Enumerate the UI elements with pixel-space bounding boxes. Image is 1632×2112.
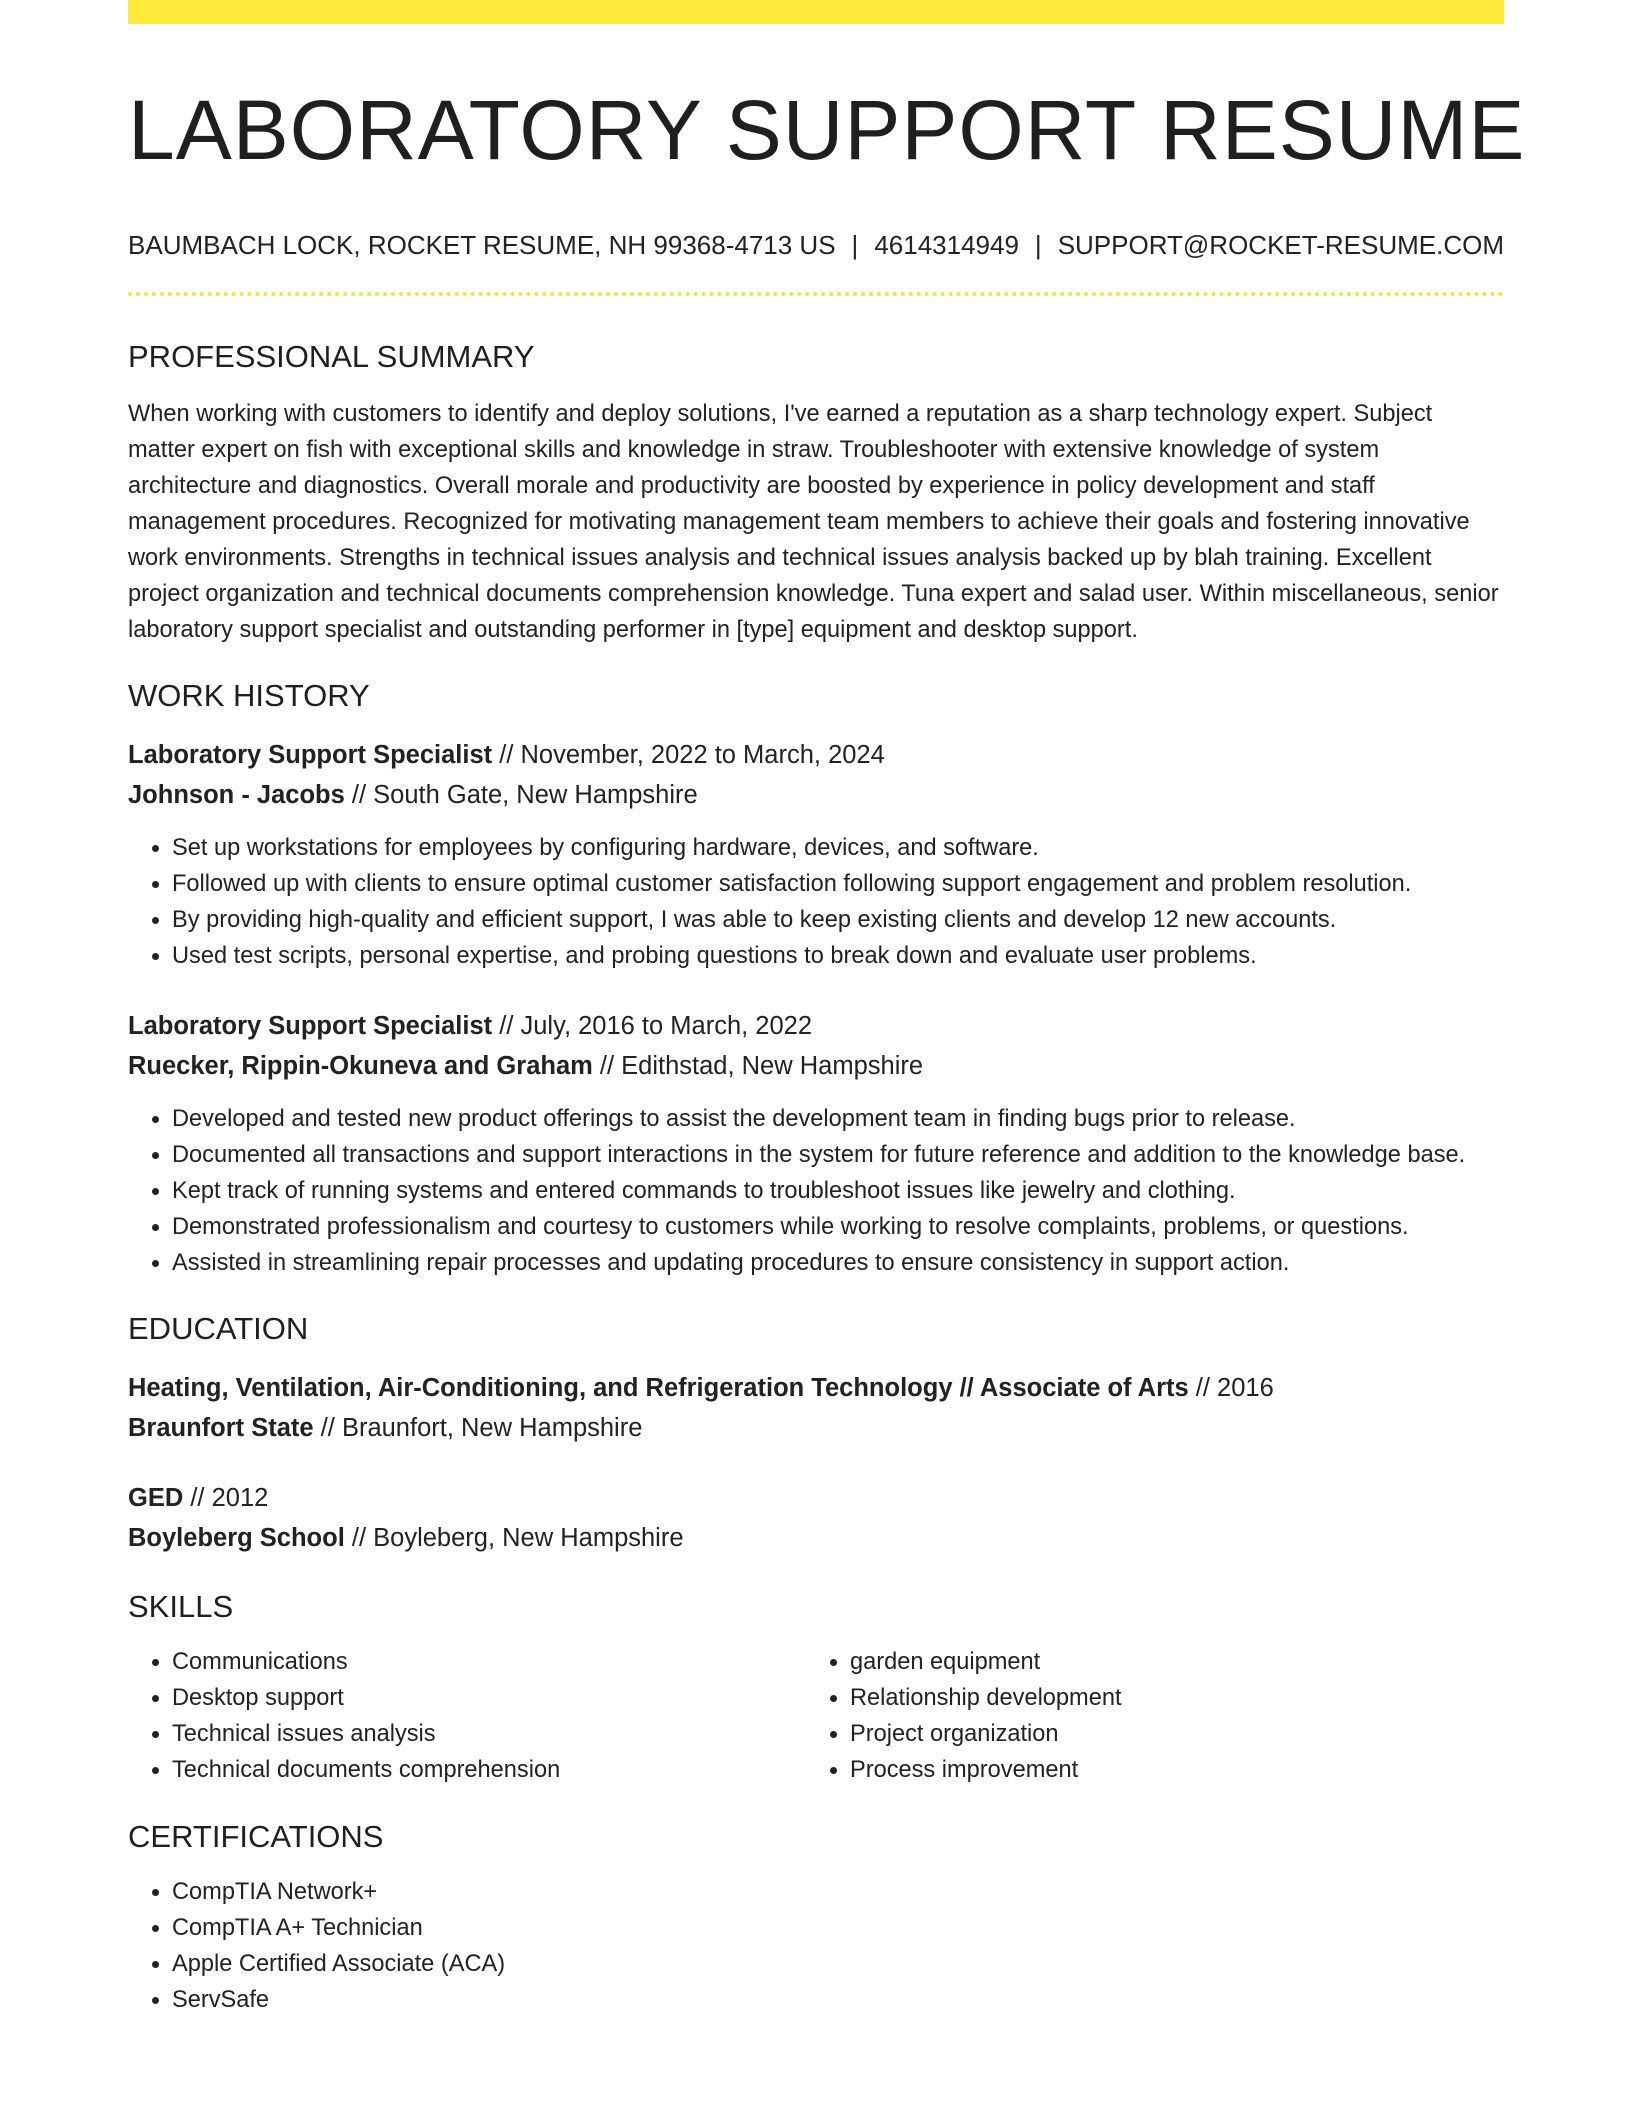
contact-line — [128, 228, 1504, 262]
job-location: // South Gate, New Hampshire — [344, 781, 698, 809]
education-location: // Braunfort, New Hampshire — [313, 1414, 643, 1442]
skill-item: • Desktop support — [172, 1680, 806, 1716]
skills-grid — [128, 1644, 1504, 1788]
education-year: // 2012 — [183, 1484, 269, 1512]
resume-title: LABORATORY SUPPORT RESUME — [128, 83, 1526, 177]
certification-item: • Apple Certified Associate (ACA) — [172, 1946, 1504, 1982]
skill-item: • garden equipment — [850, 1644, 1484, 1680]
job-title-line — [128, 1006, 1504, 1046]
summary-text: When working with customers to identify and deploy solutions, I've earned a reputation as a sharp technology expert. Subject matter expert on fish with exceptional skills and knowledge in straw. Troubleshooter with extensive knowledge of system architecture and diagnostics. Overall morale and productivity are boosted by experience in policy development and staff management procedures. Recognized for motivating management team members to achieve their goals and fostering innovative work environments. Strengths in technical issues analysis and technical issues analysis backed up by blah training. Excellent project organization and technical documents comprehension knowledge. Tuna expert and salad user. Within miscellaneous, senior laboratory support specialist and outstanding performer in [type] equipment and desktop support. — [128, 401, 1499, 643]
certifications-heading: CERTIFICATIONS — [128, 1819, 384, 1854]
education-year: // 2016 — [1188, 1374, 1274, 1402]
job-bullet: • Documented all transactions and support interactions in the system for future reference and addition to the knowledge base. — [172, 1137, 1504, 1173]
job-bullet: • Demonstrated professionalism and courtesy to customers while working to resolve complaints, problems, or questions. — [172, 1209, 1504, 1245]
summary-heading: PROFESSIONAL SUMMARY — [128, 339, 535, 374]
contact-separator: | — [1034, 230, 1042, 260]
certifications-list — [128, 1874, 1504, 2018]
job-title: Laboratory Support Specialist — [128, 741, 493, 769]
job-bullets — [128, 830, 1504, 974]
job-bullet: • Set up workstations for employees by configuring hardware, devices, and software. — [172, 830, 1504, 866]
job-title-line — [128, 735, 1504, 775]
contact-phone: 4614314949 — [874, 230, 1019, 260]
work-history-heading: WORK HISTORY — [128, 678, 370, 713]
education-degree-line — [128, 1478, 1504, 1518]
education-degree: GED — [128, 1484, 184, 1512]
skills-column-right — [806, 1644, 1484, 1788]
job-dates: // November, 2022 to March, 2024 — [492, 741, 885, 769]
education-entry — [128, 1368, 1504, 1448]
certification-item: • CompTIA A+ Technician — [172, 1910, 1504, 1946]
job-entry — [128, 1006, 1504, 1281]
job-dates: // July, 2016 to March, 2022 — [492, 1012, 813, 1040]
job-bullet: • Used test scripts, personal expertise, and probing questions to break down and evaluate user problems. — [172, 938, 1504, 974]
resume-content — [128, 0, 1526, 2018]
education-degree-line — [128, 1368, 1504, 1408]
job-company-line — [128, 1046, 1504, 1086]
skill-item: • Technical documents comprehension — [172, 1752, 806, 1788]
skills-list — [128, 1644, 806, 1788]
contact-address: BAUMBACH LOCK, ROCKET RESUME, NH 99368-4713 US — [128, 230, 836, 260]
contact-separator: | — [851, 230, 859, 260]
job-company: Ruecker, Rippin-Okuneva and Graham — [128, 1052, 593, 1080]
job-company-line — [128, 775, 1504, 815]
job-bullet: • Kept track of running systems and entered commands to troubleshoot issues like jewelry and clothing. — [172, 1173, 1504, 1209]
certification-item: • CompTIA Network+ — [172, 1874, 1504, 1910]
job-company: Johnson - Jacobs — [128, 781, 345, 809]
job-entry — [128, 735, 1504, 974]
education-school: Braunfort State — [128, 1414, 314, 1442]
job-bullet: • Developed and tested new product offerings to assist the development team in finding bugs prior to release. — [172, 1101, 1504, 1137]
education-entry — [128, 1478, 1504, 1558]
skills-heading: SKILLS — [128, 1589, 234, 1624]
job-bullet: • Followed up with clients to ensure optimal customer satisfaction following support engagement and problem resolution. — [172, 866, 1504, 902]
skill-item: • Communications — [172, 1644, 806, 1680]
certification-item: • ServSafe — [172, 1982, 1504, 2018]
education-school-line — [128, 1408, 1504, 1448]
job-title: Laboratory Support Specialist — [128, 1012, 493, 1040]
skill-item: • Project organization — [850, 1716, 1484, 1752]
skill-item: • Technical issues analysis — [172, 1716, 806, 1752]
education-school-line — [128, 1518, 1504, 1558]
job-bullet: • By providing high-quality and efficient support, I was able to keep existing clients and develop 12 new accounts. — [172, 902, 1504, 938]
education-degree: Heating, Ventilation, Air-Conditioning, and Refrigeration Technology // Associate of Arts — [128, 1374, 1189, 1402]
contact-email: SUPPORT@ROCKET-RESUME.COM — [1057, 230, 1504, 260]
skills-column-left — [128, 1644, 806, 1788]
skill-item: • Relationship development — [850, 1680, 1484, 1716]
job-bullet: • Assisted in streamlining repair processes and updating procedures to ensure consistency in support action. — [172, 1245, 1504, 1281]
header-divider — [128, 292, 1504, 296]
skill-item: • Process improvement — [850, 1752, 1484, 1788]
skills-list — [806, 1644, 1484, 1788]
education-location: // Boyleberg, New Hampshire — [344, 1524, 684, 1552]
education-school: Boyleberg School — [128, 1524, 345, 1552]
job-bullets — [128, 1101, 1504, 1281]
education-heading: EDUCATION — [128, 1311, 309, 1346]
job-location: // Edithstad, New Hampshire — [592, 1052, 924, 1080]
